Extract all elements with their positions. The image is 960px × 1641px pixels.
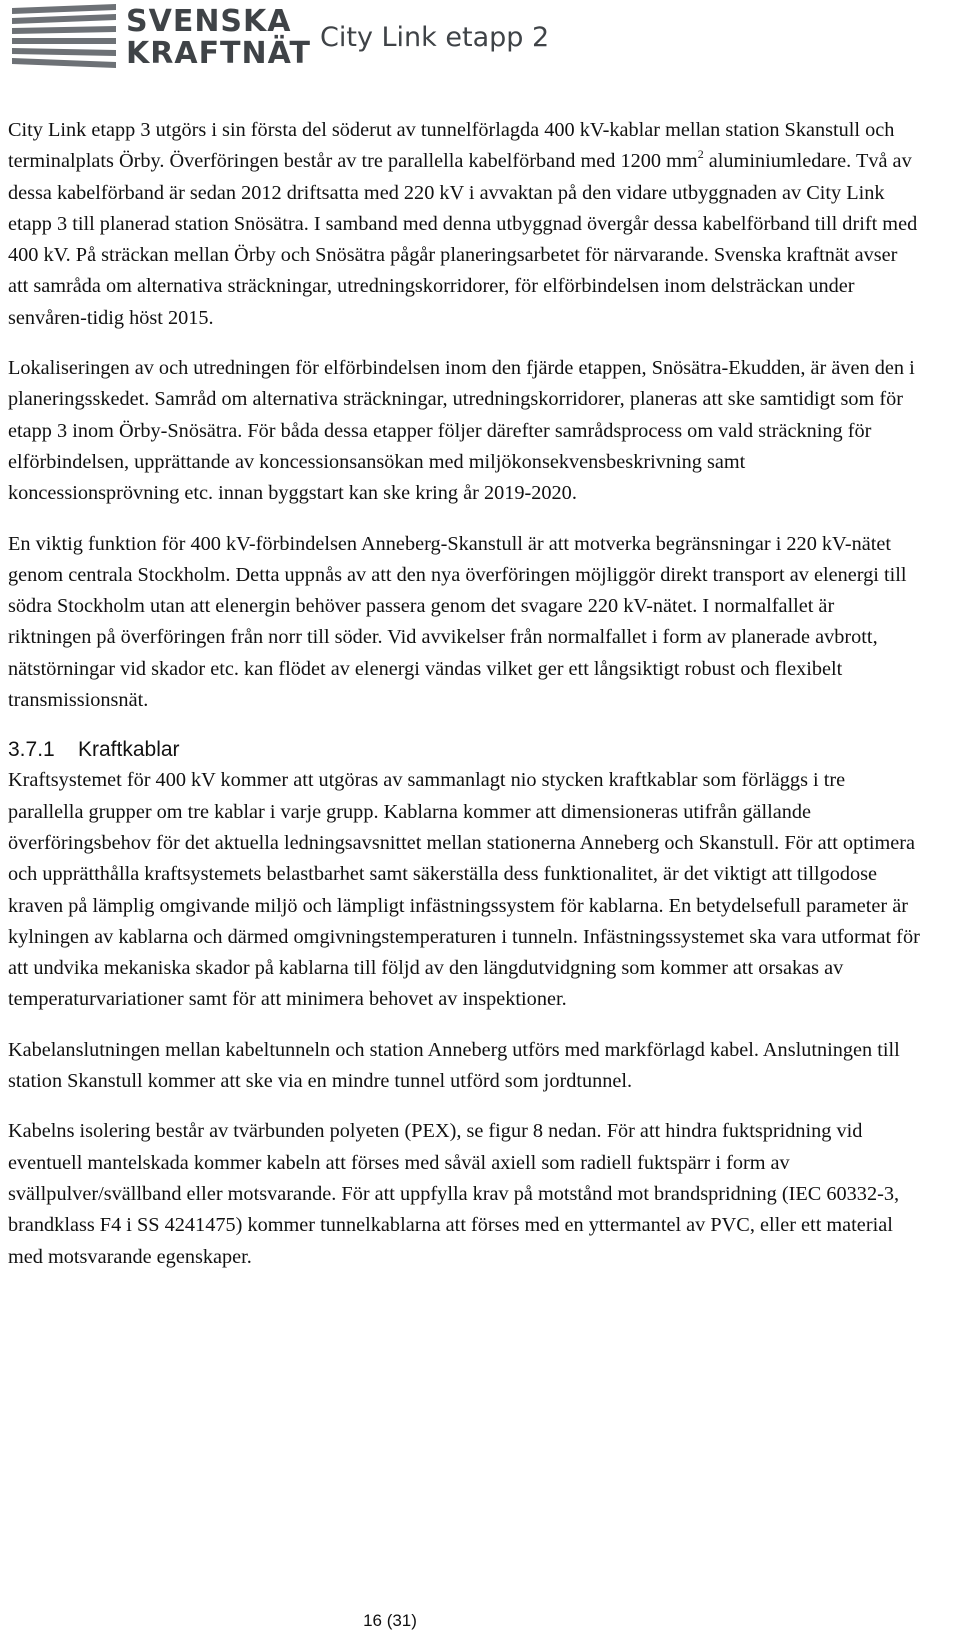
paragraph-text: City Link etapp 3 utgörs i sin första del söderut av tunnelförlagda 400 kV-kablar mellan station Skanstull och terminalplats Örby. Överföringen består av tre parallella kabelförband med 1200 mm xyxy=(8,119,895,173)
paragraph: Kabelns isolering består av tvärbunden polyeten (PEX), se figur 8 nedan. För att hindra fuktspridning vid eventuell mantelskada kommer kabeln att förses med såväl axiell som radiell fuktspärr i form av svällpulver/svällband eller motsvarande. För att uppfylla krav på motstånd mot brandspridning (IEC 60332-3, brandklass F4 i SS 4241475) kommer tunnelkablarna att förses med en yttermantel av PVC, eller ett material med motsvarande egenskaper. xyxy=(8,1120,900,1268)
logo-text-line1: SVENSKA xyxy=(126,4,292,39)
paragraph xyxy=(8,115,920,334)
section-title: Kraftkablar xyxy=(78,738,180,762)
page-number: 16 (31) xyxy=(363,1611,417,1630)
logo-mark-icon xyxy=(8,2,120,74)
paragraph: Kraftsystemet för 400 kV kommer att utgöras av sammanlagt nio stycken kraftkablar som förläggs i tre parallella grupper om tre kablar i varje grupp. Kablarna kommer att dimensioneras utifrån gällande överföringsbehov för det aktuella ledningsavsnittet mellan stationerna Anneberg och Skanstull. För att optimera och upprätthålla kraftsystemets belastbarhet samt säkerställa dess funktionalitet, är det viktigt att tillgodose kraven på lämplig omgivande miljö och lämpligt infästningssystem för kablarna. En betydelsefull parameter är kylningen av kablarna och därmed omgivningstemperaturen i tunneln. Infästningssystemet ska vara utformat för att undvika mekaniska skador på kablarna till följd av den längdutvidgning som kommer att orsakas av temperaturvariationer samt för att minimera behovet av inspektioner. xyxy=(8,769,920,1011)
paragraph: Kabelanslutningen mellan kabeltunneln och station Anneberg utförs med markförlagd kabel. Anslutningen till station Skanstull kommer att ske via en mindre tunnel utförd som jordtunnel. xyxy=(8,1038,900,1093)
logo-text-line2: KRAFTNÄT xyxy=(126,36,311,71)
paragraph-text: aluminiumledare. Två av dessa kabelförband är sedan 2012 driftsatta med 220 kV i avvaktan på den vidare utbyggnaden av City Link etapp 3 till planerad station Snösätra. I samband med denna utbyggnad övergår dessa kabelförband till drift med 400 kV. På sträckan mellan Örby och Snösätra pågår planeringsarbetet för närvarande. Svenska kraftnät avser att samråda om alternativa sträckningar, utredningskorridorer, för elförbindelsen inom delsträckan under senvåren-tidig höst 2015. xyxy=(8,150,918,329)
paragraph: Lokaliseringen av och utredningen för elförbindelsen inom den fjärde etappen, Snösätra-Ekudden, är även den i planeringsskedet. Samråd om alternativa sträckningar, utredningskorridorer, planeras att ske samtidigt som för etapp 3 inom Örby-Snösätra. För båda dessa etapper följer därefter samrådsprocess om vald sträckning för elförbindelsen, upprättande av koncessionsansökan med miljökonsekvensbeskrivning samt koncessionsprövning etc. innan byggstart kan ske kring år 2019-2020. xyxy=(8,357,915,505)
svenska-kraftnat-logo xyxy=(8,2,311,74)
superscript: 2 xyxy=(697,146,704,161)
paragraph: En viktig funktion för 400 kV-förbindelsen Anneberg-Skanstull är att motverka begränsningar i 220 kV-nätet genom centrala Stockholm. Detta uppnås av att den nya överföringen möjliggör direkt transport av elenergi till södra Stockholm utan att elenergin behöver passera genom det svagare 220 kV-nätet. I normalfallet är riktningen på överföringen från norr till söder. Vid avvikelser från normalfallet i form av planerade avbrott, nätstörningar vid skador etc. kan flödet av elenergi vändas vilket ger ett långsiktigt robust och flexibelt transmissionsnät. xyxy=(8,532,907,712)
document-title: City Link etapp 2 xyxy=(320,22,550,53)
document-body xyxy=(8,115,920,1292)
section-heading xyxy=(8,735,920,765)
section-number: 3.7.1 xyxy=(8,738,55,762)
page-header xyxy=(0,0,960,80)
